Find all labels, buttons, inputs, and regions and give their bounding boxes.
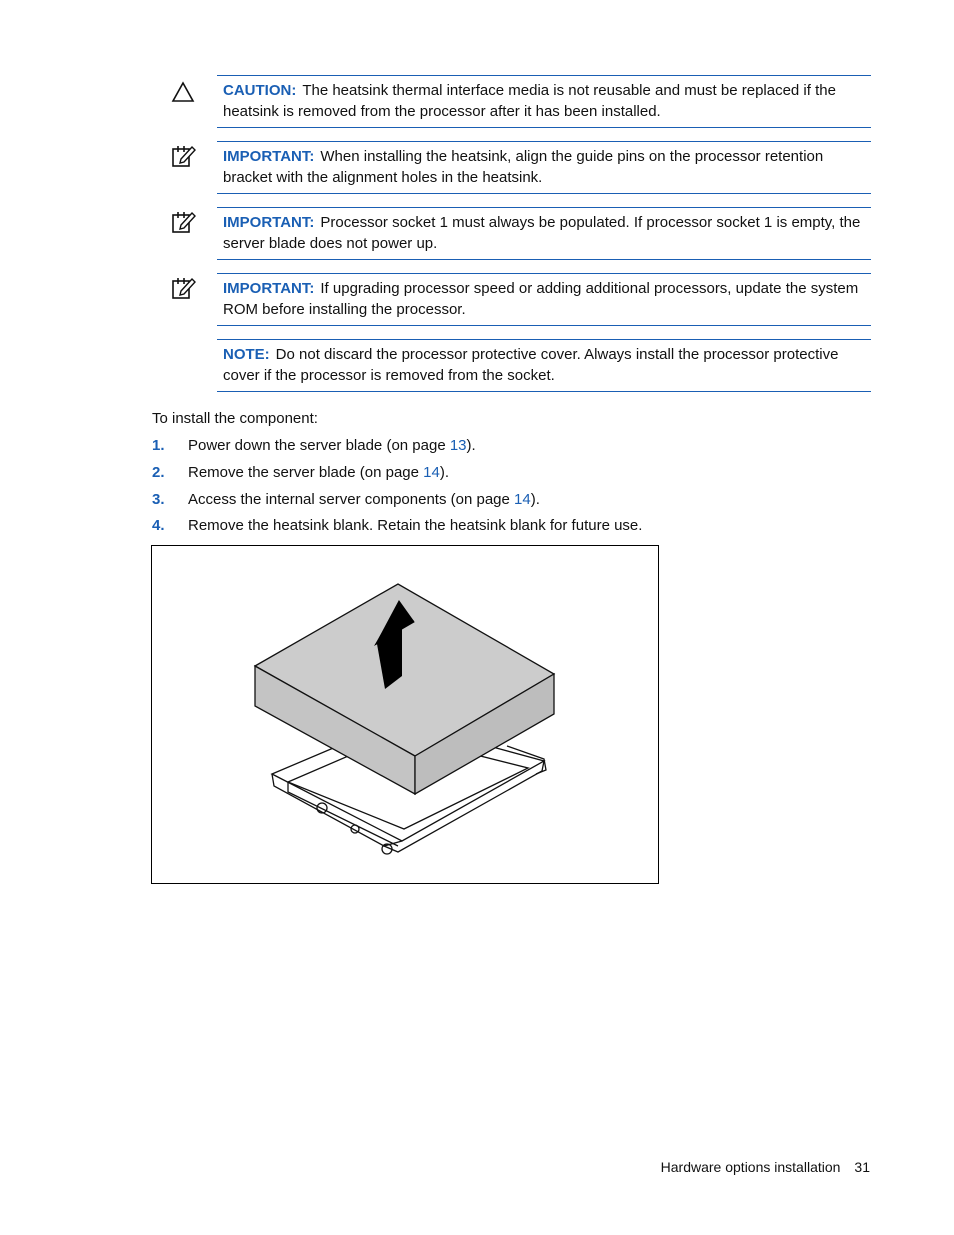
caution-label: CAUTION: bbox=[223, 82, 297, 99]
important-pencil-icon bbox=[170, 144, 196, 170]
caution-note bbox=[217, 75, 871, 128]
step-number: 3. bbox=[152, 491, 165, 508]
important-text: When installing the heatsink, align the guide pins on the processor retention bracket with the alignment holes in the heatsink. bbox=[223, 148, 824, 186]
important-note-1 bbox=[217, 141, 871, 194]
page-link[interactable]: 13 bbox=[449, 437, 467, 454]
caution-triangle-icon bbox=[170, 80, 196, 106]
important-note-2 bbox=[217, 207, 871, 260]
page-link[interactable]: 14 bbox=[514, 491, 531, 508]
page-number: 31 bbox=[854, 1159, 870, 1175]
step-number: 2. bbox=[152, 464, 165, 481]
page-footer bbox=[600, 1159, 870, 1175]
important-pencil-icon bbox=[170, 276, 196, 302]
note bbox=[217, 339, 871, 392]
step-text: Access the internal server components (on page bbox=[188, 491, 515, 508]
important-label: IMPORTANT: bbox=[223, 214, 315, 231]
heatsink-removal-figure bbox=[151, 545, 659, 884]
important-text: If upgrading processor speed or adding additional processors, update the system ROM before installing the processor. bbox=[223, 280, 859, 318]
important-pencil-icon bbox=[170, 210, 196, 236]
step-text-end: ). bbox=[439, 464, 449, 481]
important-note-3 bbox=[217, 273, 871, 326]
heatsink-illustration bbox=[152, 546, 658, 883]
step-text: Remove the server blade (on page bbox=[188, 464, 424, 481]
page-link[interactable]: 14 bbox=[423, 464, 440, 481]
intro-text: To install the component: bbox=[152, 410, 318, 427]
note-text: Do not discard the processor protective cover. Always install the processor protective cover if the processor is removed from the socket. bbox=[223, 346, 839, 384]
important-label: IMPORTANT: bbox=[223, 280, 315, 297]
step-text-end: ). bbox=[466, 437, 476, 454]
caution-text: The heatsink thermal interface media is not reusable and must be replaced if the heatsink is removed from the processor after it has been installed. bbox=[223, 82, 836, 120]
note-label: NOTE: bbox=[223, 346, 270, 363]
step-text: Power down the server blade (on page bbox=[188, 437, 450, 454]
footer-section-title: Hardware options installation bbox=[660, 1159, 841, 1175]
important-label: IMPORTANT: bbox=[223, 148, 315, 165]
step-number: 1. bbox=[152, 437, 165, 454]
important-text: Processor socket 1 must always be populated. If processor socket 1 is empty, the server blade does not power up. bbox=[223, 214, 861, 252]
step-text: Remove the heatsink blank. Retain the heatsink blank for future use. bbox=[188, 517, 643, 534]
step-number: 4. bbox=[152, 517, 165, 534]
step-text-end: ). bbox=[530, 491, 540, 508]
